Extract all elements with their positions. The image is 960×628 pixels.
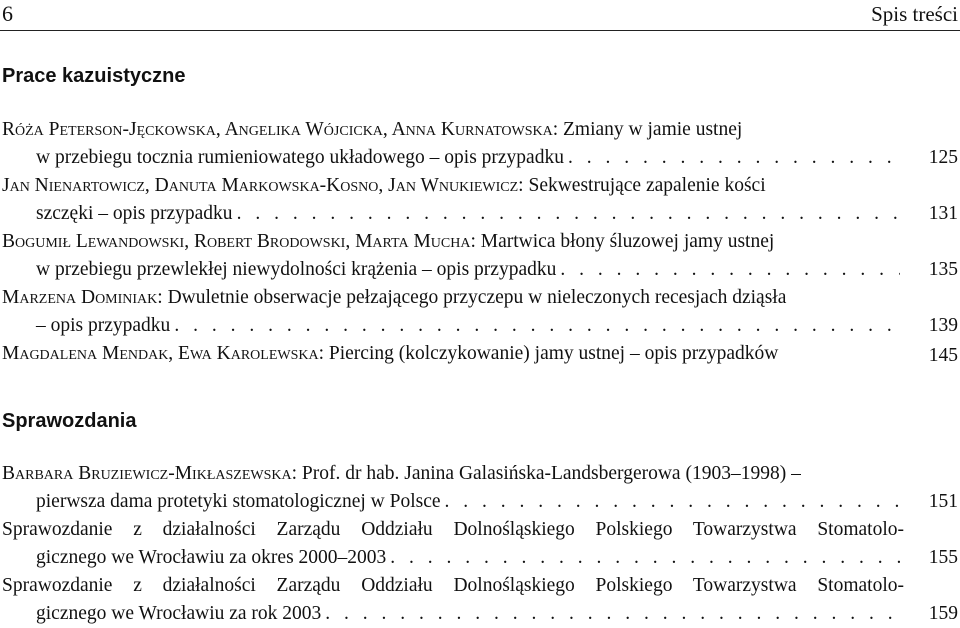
entry-title-line2: w przebiegu tocznia rumieniowatego układowego – opis przypadku (36, 147, 564, 168)
entry-title-line1: Prof. dr hab. Janina Galasińska-Landsbergerowa (1903–1998) – (297, 463, 801, 484)
entry-title-line2: gicznego we Wrocławiu za okres 2000–2003 (36, 547, 387, 568)
toc-entry[interactable] (0, 340, 960, 368)
entry-title-line1: Zmiany w jamie ustnej (558, 119, 743, 140)
entry-title-line1: Sekwestrujące zapalenie kości (523, 175, 766, 196)
dot-leader (237, 200, 900, 228)
entry-title-line1: Sprawozdanie z działalności Zarządu Oddziału Dolnośląskiego Polskiego Towarzystwa Stomatolo- (2, 575, 904, 596)
page-header (0, 0, 960, 31)
dot-leader (560, 256, 900, 284)
entry-page-number: 159 (928, 603, 958, 624)
section-entries-reports (0, 460, 960, 628)
dot-leader (568, 144, 900, 172)
entry-title-line2: pierwsza dama protetyki stomatologicznej w Polsce (36, 491, 441, 512)
entry-title-line2: – opis przypadku (36, 315, 171, 336)
entry-title-line1: Martwica błony śluzowej jamy ustnej (475, 231, 775, 252)
entry-title-line2: gicznego we Wrocławiu za rok 2003 (36, 603, 322, 624)
entry-page-number: 145 (928, 345, 958, 366)
running-head: Spis treści (871, 2, 958, 26)
entry-authors: Jan Nienartowicz, Danuta Markowska-Kosno, Jan Wnukiewicz: (2, 175, 524, 196)
entry-authors: Marzena Dominiak: (2, 287, 163, 308)
entry-title-line2: szczęki – opis przypadku (36, 203, 233, 224)
entry-page-number: 131 (928, 203, 958, 224)
entry-title-line1: Sprawozdanie z działalności Zarządu Oddziału Dolnośląskiego Polskiego Towarzystwa Stomatolo- (2, 519, 904, 540)
section-heading-reports: Sprawozdania (2, 410, 137, 432)
dot-leader (325, 600, 900, 628)
entry-title-line1: Piercing (kolczykowanie) jamy ustnej – opis przypadków (324, 343, 779, 364)
entry-page-number: 155 (928, 547, 958, 568)
toc-entry[interactable] (0, 460, 960, 516)
section-heading-case-studies: Prace kazuistyczne (2, 65, 186, 87)
entry-page-number: 135 (928, 259, 958, 280)
entry-authors: Barbara Bruziewicz-Mikłaszewska: (2, 463, 298, 484)
entry-title-line1: Dwuletnie obserwacje pełzającego przyczepu w nieleczonych recesjach dziąsła (162, 287, 787, 308)
dot-leader (390, 544, 900, 572)
toc-entry[interactable] (0, 116, 960, 172)
toc-entry[interactable] (0, 516, 960, 572)
toc-entry[interactable] (0, 284, 960, 340)
toc-entry[interactable] (0, 228, 960, 284)
entry-title-line2: w przebiegu przewlekłej niewydolności krążenia – opis przypadku (36, 259, 557, 280)
dot-leader (445, 488, 900, 516)
entry-authors: Magdalena Mendak, Ewa Karolewska: (2, 343, 325, 364)
entry-authors: Róża Peterson-Jęckowska, Angelika Wójcicka, Anna Kurnatowska: (2, 119, 559, 140)
entry-page-number: 151 (928, 491, 958, 512)
entry-page-number: 139 (928, 315, 958, 336)
toc-entry[interactable] (0, 172, 960, 228)
section-entries-case-studies (0, 116, 960, 368)
entry-authors: Bogumił Lewandowski, Robert Brodowski, Marta Mucha: (2, 231, 476, 252)
entry-page-number: 125 (928, 147, 958, 168)
toc-entry[interactable] (0, 572, 960, 628)
page-number: 6 (2, 1, 13, 26)
dot-leader (174, 312, 900, 340)
